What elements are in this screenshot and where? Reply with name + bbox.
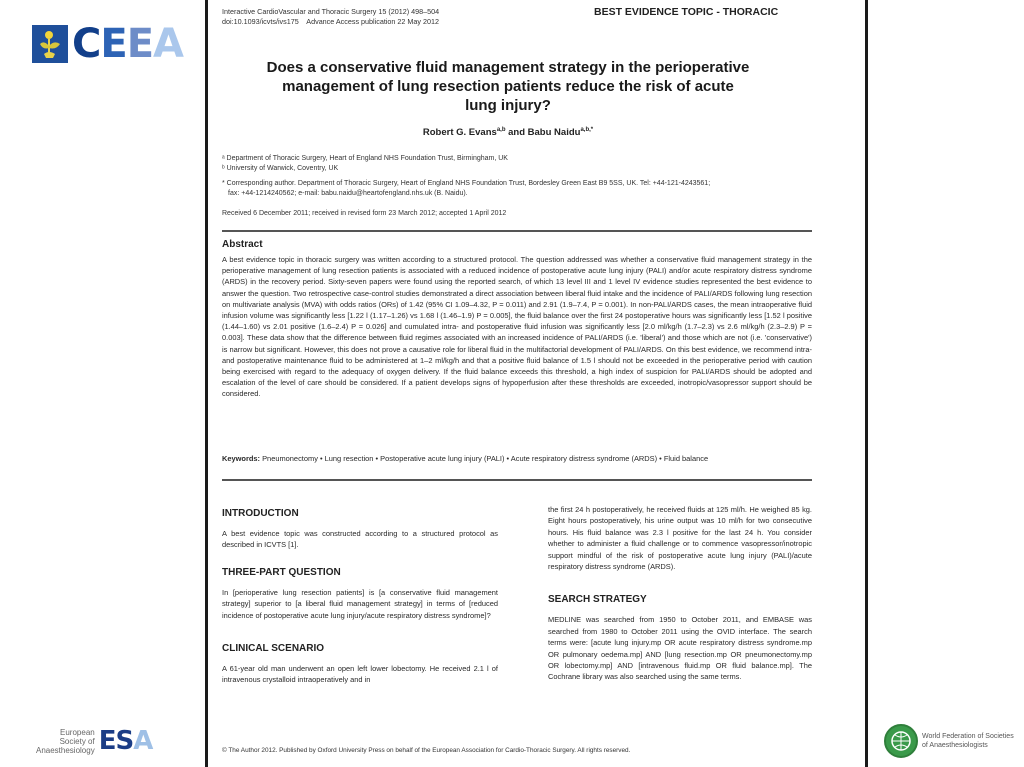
section-heading-three-part-question: THREE-PART QUESTION [222,566,341,578]
affiliations [222,154,802,198]
esa-text [36,728,95,755]
abstract-text: A best evidence topic in thoracic surgery was written according to a structured protocol. The question addressed was whether a conservative fluid management strategy in the perioperative management of lung resection patients is associated with a reduced incidence of postoperative acute lung injury (PALI) and/or acute respiratory distress syndrome (ARDS) in the recovery period. Sixty-seven papers were found using the reported search, of which 13 level III and 1 level IV evidence studies represented the best evidence to answer the question. Two retrospective case-control studies demonstrated a direct association between liberal fluid intake and the incidence of PALI/ARDS following lung resection on multivariate analysis (MVA) with odds ratios (ORs) of 1.42 (95% CI 1.09–4.32, P = 0.011) and 2.91 (1.9–7.4, P = 0.001). In non-PALI/ARDS cases, the mean intraoperative fluid infusion volume was significantly less [1.22 l (1.17–1.26) vs 1.68 l (1.46–1.9) P = 0.005], the fluid balance over the first 24 postoperative hours was significantly less [1.52 l positive (1.44–1.60) vs 2.01 positive (1.6–2.4) P = 0.026] and cumulated intra- and postoperative fluid infusion was significantly less [2.0 ml/kg/h (1.7–2.3) vs 2.6 ml/kg/h (2.3–2.9) P = 0.003]. These data show that the difference between fluid regimes associated with an increased incidence of PALI/ARDS (i.e. 'liberal') and those which are not (i.e. 'conservative') is narrow but significant. However, this does not prove a causative role for liberal fluid in the multifactorial development of PALI/ARDS. On this best evidence, we recommend intra- and postoperative maintenance fluid to be administered at 1–2 ml/kg/h and that a positive fluid balance of 1.5 l should not be exceeded in the perioperative period with caution being exercised with regard to the adequacy of oxygen delivery. If the fluid balance exceeds this threshold, a high index of suspicion for PALI/ARDS should be adopted and escalation of the level of care should be considered. If a patient develops signs of hypoperfusion after these thresholds are exceeded, inotropic/vasopressor support should be considered. [222,255,812,399]
esa-letter: A [133,726,153,756]
esa-text-line: European [60,727,95,737]
section-text: the first 24 h postoperatively, he received fluids at 125 ml/h. He weighed 85 kg. Eight hours postoperatively, his urine output was 10 ml/h for two consecutive hours. His fluid balance was 2.3 l positive for the last 24 h. You consider whether to administer a fluid challenge or to commence vasopressor/inotropic support mindful of the risk of postoperative acute lung injury (PALI)/acute respiratory distress syndrome (ARDS). [548,505,812,572]
esa-logo [36,726,152,756]
author-name: Babu Naidu [527,127,581,139]
ceea-letter: A [153,24,183,64]
authors [228,127,788,138]
section-heading-introduction: INTRODUCTION [222,508,299,519]
section-text: A best evidence topic was constructed according to a structured protocol as described in ICVTS [1]. [222,529,498,550]
section-text: In [perioperative lung resection patients] is [a conservative fluid management strategy] superior to [a liberal fluid management strategy] in terms of [reduced incidence of postoperative acute lung injury/acute respiratory distress syndrome]? [222,587,498,620]
left-column [222,508,498,702]
affiliation: ᵃ Department of Thoracic Surgery, Heart of England NHS Foundation Trust, Birmingham, UK [222,155,508,162]
section-heading-search-strategy: SEARCH STRATEGY [548,594,647,606]
journal-line: Interactive CardioVascular and Thoracic Surgery 15 (2012) 498–504 [222,7,440,16]
esa-letters [99,726,153,756]
right-column [548,505,812,699]
journal-header [222,7,439,27]
author-sup: a,b,* [580,127,594,133]
corresponding-contact: fax: +44-1214240562; e-mail: babu.naidu@heartofengland.nhs.uk (B. Naidu). [228,189,468,197]
paper-page [208,0,865,767]
keywords-label: Keywords: [222,454,261,463]
esa-letter: E [98,726,116,756]
copyright-footer: © The Author 2012. Published by Oxford University Press on behalf of the European Association for Cardio-Thoracic Surgery. All rights reserved. [222,747,631,754]
doi-line: doi:10.1093/icvts/ivs175 Advance Access publication 22 May 2012 [222,17,439,26]
author-conjunction: and [505,127,528,139]
page-border-right [865,0,868,767]
esa-letter: S [115,726,134,756]
section-label: BEST EVIDENCE TOPIC - THORACIC [594,6,779,18]
section-text: A 61-year old man underwent an open left lower lobectomy. He received 2.1 l of intravenous crystalloid intraoperatively and in [222,664,498,685]
abstract-heading: Abstract [222,239,263,250]
ceea-letter: E [126,24,154,64]
divider [222,230,812,232]
globe-icon [884,724,918,758]
ceea-letter: C [72,24,101,64]
wfsa-text [922,732,1014,750]
received-dates: Received 6 December 2011; received in revised form 23 March 2012; accepted 1 April 2012 [222,210,507,217]
paper-title [228,58,788,115]
title-line: management of lung resection patients reduce the risk of acute [282,78,734,95]
ceea-emblem-icon [32,25,68,63]
wfsa-logo [884,724,1014,758]
author-name: Robert G. Evans [422,127,497,139]
divider [222,479,812,481]
title-line: Does a conservative fluid management strategy in the perioperative [266,59,750,76]
author-sup: a,b [496,127,506,133]
corresponding-author: * Corresponding author. Department of Thoracic Surgery, Heart of England NHS Foundation Trust, Bordesley Green East B9 5SS, UK. Tel: +44-121-4243561; [222,180,711,187]
ceea-letter: E [100,24,127,64]
affiliation: ᵇ University of Warwick, Coventry, UK [222,164,339,172]
section-heading-clinical-scenario: CLINICAL SCENARIO [222,643,325,655]
wfsa-text-line: of Anaesthesiologists [922,742,988,749]
esa-text-line: Society of [59,736,95,746]
section-text: MEDLINE was searched from 1950 to October 2011, and EMBASE was searched from 1980 to October 2011 using the OVID interface. The search terms were: [acute lung injury.mp OR acute respiratory distress syndrome.mp OR pulmonary oedema.mp] AND [lung resection.mp OR pneumonectomy.mp OR lobectomy.mp] AND [intravenous fluid.mp OR fluid balance.mp]. The Cochrane library was also searched using the same terms. [548,615,812,682]
keywords [222,453,812,464]
title-line: lung injury? [465,97,551,114]
keywords-text: Pneumonectomy • Lung resection • Postoperative acute lung injury (PALI) • Acute respiratory distress syndrome (ARDS) • Fluid balance [260,454,709,463]
wfsa-text-line: World Federation of Societies [922,733,1014,740]
esa-text-line: Anaesthesiology [36,745,95,755]
